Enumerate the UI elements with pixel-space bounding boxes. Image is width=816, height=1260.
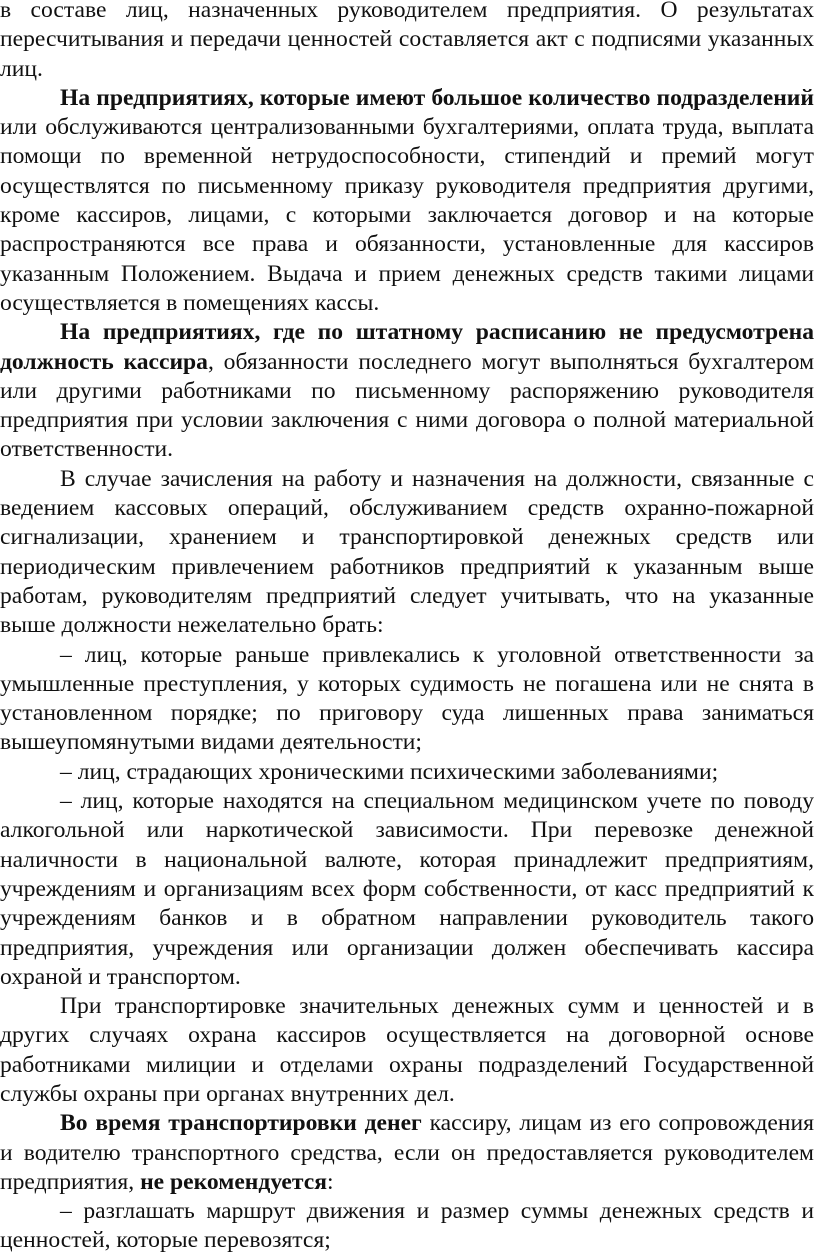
paragraph-security [0, 992, 814, 1109]
paragraph-transport-rules [0, 1109, 814, 1197]
paragraph-subdivisions [0, 84, 814, 318]
list-item-mental-illness [0, 758, 814, 787]
text-run: В случае зачисления на работу и назначения на должности, связанные с ведением кассовых операций, обслуживанием средств охранно-пожарной сигнализации, хранением и транспортировкой денежных средств или периодическим привлечением работников предприятий к указанным выше работам, руководителям предприятий следует учитывать, что на указанные выше должности нежелательно брать: [0, 465, 814, 639]
text-run: в составе лиц, назначенных руководителем предприятия. О результатах пересчитывания и передачи ценностей составляется акт с подписями указанных лиц. [0, 0, 814, 82]
text-run: При транспортировке значительных денежных сумм и ценностей и в других случаях охрана кассиров осуществляется на договорной основе работниками милиции и отделами охраны подразделений Государственной службы охраны при органах внутренних дел. [0, 993, 814, 1107]
bold-run: На предприятиях, где по штатному расписанию не предусмотрена должность кассира [0, 319, 814, 375]
text-run: – лиц, которые находятся на специальном медицинском учете по поводу алкогольной или наркотической зависимости. При перевозке денежной наличности в национальной валюте, которая принадлежит предприятиям, учреждениям и организациям всех форм собственности, от касс предприятий к учреждениям банков и в обратном направлении руководитель такого предприятия, учреждения или организации должен обеспечивать кассира охраной и транспортом. [0, 788, 814, 990]
list-item-criminal-record [0, 641, 814, 758]
list-item-route-disclosure [0, 1197, 814, 1256]
text-run: : [327, 1168, 334, 1195]
bold-run: Во время транспортировки денег [60, 1110, 422, 1137]
paragraph-hiring [0, 465, 814, 641]
text-run: – разглашать маршрут движения и размер суммы денежных средств и ценностей, которые перевозятся; [0, 1198, 814, 1254]
list-item-dependency [0, 787, 814, 992]
text-run: кассиру, лицам из его сопровождения и водителю транспортного средства, если он предоставляется руководителем предприятия, [0, 1110, 814, 1195]
paragraph-continuation [0, 0, 814, 84]
text-run: – лиц, страдающих хроническими психическими заболеваниями; [60, 758, 719, 785]
text-run: , обязанности последнего могут выполняться бухгалтером или другими работниками по письменному распоряжению руководителя предприятия при условии заключения с ними договора о полной материальной ответственности. [0, 348, 814, 463]
paragraph-no-cashier [0, 318, 814, 464]
text-run: или обслуживаются централизованными бухгалтериями, оплата труда, выплата помощи по временной нетрудоспособности, стипендий и премий могут осуществлятся по письменному приказу руководителя предприятия другими, кроме кассиров, лицами, с которыми заключается договор и на которые распространяются все права и обязанности, установленные для кассиров указанным Положением. Выдача и прием денежных средств такими лицами осуществляется в помещениях кассы. [0, 114, 814, 316]
text-run: – лиц, которые раньше привлекались к уголовной ответственности за умышленные преступления, у которых судимость не погашена или не снята в установленном порядке; по приговору суда лишенных права заниматься вышеупомянутыми видами деятельности; [0, 641, 814, 756]
bold-run: не рекомендуется [140, 1168, 327, 1195]
bold-run: На предприятиях, которые имеют большое количество подразделений [60, 84, 814, 111]
